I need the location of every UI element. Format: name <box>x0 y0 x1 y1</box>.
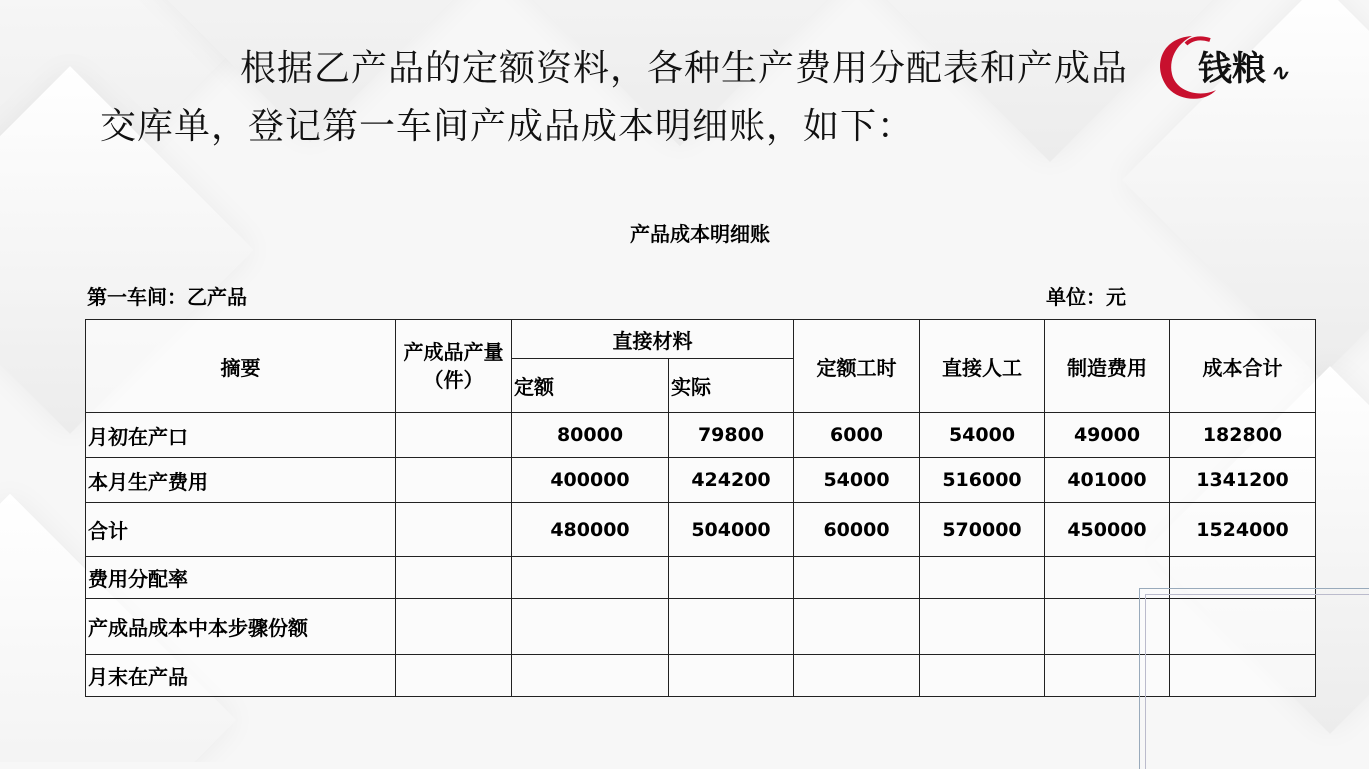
row-label: 月初在产口 <box>86 413 396 458</box>
cell-labor: 570000 <box>920 503 1045 557</box>
cell-quota <box>512 557 669 599</box>
cell-hours: 6000 <box>794 413 920 458</box>
cell-hours <box>794 557 920 599</box>
table-row <box>86 557 1316 599</box>
logo-mark-icon <box>1150 28 1320 108</box>
svg-text:钱粮: 钱粮 <box>1198 49 1266 89</box>
cell-actual <box>669 655 794 697</box>
table-row <box>86 503 1316 557</box>
cell-hours: 60000 <box>794 503 920 557</box>
cost-ledger-table <box>85 319 1316 697</box>
table-row <box>86 413 1316 458</box>
cell-quota: 80000 <box>512 413 669 458</box>
table-row <box>86 655 1316 697</box>
header-direct-labor: 直接人工 <box>920 320 1045 413</box>
header-output-qty <box>396 320 512 413</box>
cell-overhead: 450000 <box>1045 503 1170 557</box>
cell-qty <box>396 458 512 503</box>
cell-quota: 480000 <box>512 503 669 557</box>
row-label: 合计 <box>86 503 396 557</box>
cell-total: 1341200 <box>1170 458 1316 503</box>
header-direct-material: 直接材料 <box>512 320 794 359</box>
cell-labor <box>920 599 1045 655</box>
cell-qty <box>396 413 512 458</box>
cell-hours <box>794 655 920 697</box>
cell-qty <box>396 655 512 697</box>
header-quota-hours: 定额工时 <box>794 320 920 413</box>
workshop-label: 第一车间：乙产品 <box>87 285 247 309</box>
unit-label: 单位：元 <box>1046 285 1126 309</box>
header-actual: 实际 <box>669 359 794 413</box>
table-title: 产品成本明细账 <box>630 222 770 246</box>
row-label: 月末在产品 <box>86 655 396 697</box>
cell-actual <box>669 557 794 599</box>
row-label: 产成品成本中本步骤份额 <box>86 599 396 655</box>
table-row <box>86 458 1316 503</box>
corner-decoration <box>1139 588 1369 769</box>
cell-overhead: 401000 <box>1045 458 1170 503</box>
brand-logo <box>1150 28 1320 108</box>
cell-labor <box>920 557 1045 599</box>
cell-hours: 54000 <box>794 458 920 503</box>
cell-qty <box>396 557 512 599</box>
cell-actual <box>669 599 794 655</box>
heading-line-1: 根据乙产品的定额资料，各种生产费用分配表和产成品 <box>240 48 1129 89</box>
header-total-cost: 成本合计 <box>1170 320 1316 413</box>
cell-quota <box>512 655 669 697</box>
row-label: 费用分配率 <box>86 557 396 599</box>
cell-labor: 54000 <box>920 413 1045 458</box>
cell-quota: 400000 <box>512 458 669 503</box>
cell-total: 1524000 <box>1170 503 1316 557</box>
header-quota: 定额 <box>512 359 669 413</box>
cell-qty <box>396 599 512 655</box>
header-overhead: 制造费用 <box>1045 320 1170 413</box>
table-row <box>86 599 1316 655</box>
cell-overhead: 49000 <box>1045 413 1170 458</box>
heading-line-2: 交库单，登记第一车间产成品成本明细账，如下： <box>100 106 915 147</box>
header-summary: 摘要 <box>86 320 396 413</box>
slide-heading <box>100 40 1180 156</box>
cell-total: 182800 <box>1170 413 1316 458</box>
cell-quota <box>512 599 669 655</box>
cell-labor <box>920 655 1045 697</box>
cell-actual: 424200 <box>669 458 794 503</box>
cell-qty <box>396 503 512 557</box>
svg-text:∿: ∿ <box>1270 60 1289 86</box>
cell-actual: 504000 <box>669 503 794 557</box>
header-output-qty-text: 产成品产量（件） <box>403 340 504 392</box>
row-label: 本月生产费用 <box>86 458 396 503</box>
cell-actual: 79800 <box>669 413 794 458</box>
cell-labor: 516000 <box>920 458 1045 503</box>
cell-hours <box>794 599 920 655</box>
